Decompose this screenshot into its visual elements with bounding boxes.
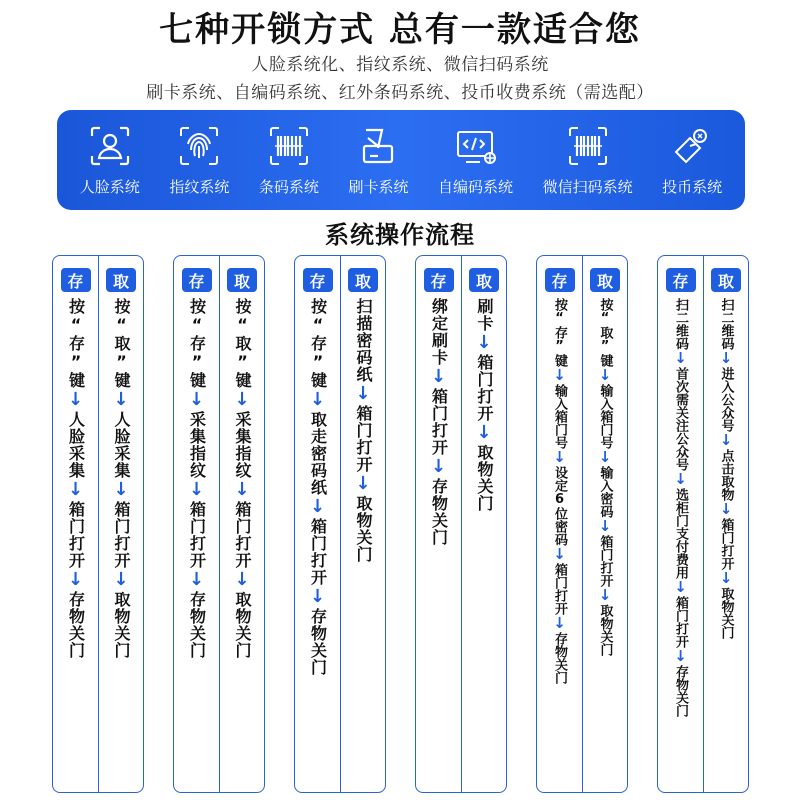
store-steps xyxy=(553,298,566,684)
flow-card-fingerprint xyxy=(173,255,265,793)
flow-step: 取物关门 xyxy=(718,587,734,639)
flow-step: 首次需关注公众号 xyxy=(673,367,688,471)
flow-arrow: ↓ xyxy=(309,389,326,410)
flow-arrow: ↓ xyxy=(553,545,566,563)
flow-arrow: ↓ xyxy=(67,389,84,410)
system-label: 微信扫码系统 xyxy=(542,177,633,196)
flow-arrow: ↓ xyxy=(309,586,326,607)
flow-card-code xyxy=(536,255,628,793)
flow-step: 箱门打开 xyxy=(66,501,86,569)
take-steps xyxy=(599,298,612,656)
flow-step: 选柜门支付费用 xyxy=(673,488,688,579)
flow-arrow: ↓ xyxy=(309,496,326,517)
flow-step: 刷卡 xyxy=(475,298,494,332)
take-column xyxy=(703,256,748,792)
store-badge: 存 xyxy=(182,268,212,292)
take-column xyxy=(582,256,627,792)
store-steps xyxy=(189,298,205,659)
take-steps xyxy=(476,298,492,512)
flow-step: 按“存”键 xyxy=(552,298,567,367)
flow-arrow: ↓ xyxy=(430,366,447,387)
take-badge: 取 xyxy=(711,268,741,292)
flow-step: 存物关门 xyxy=(187,591,207,659)
flow-arrow: ↓ xyxy=(674,578,687,596)
flow-arrow: ↓ xyxy=(430,456,447,477)
flow-step: 按“取”键 xyxy=(112,298,131,389)
take-badge: 取 xyxy=(106,268,136,292)
flow-arrow: ↓ xyxy=(113,389,129,410)
store-badge: 存 xyxy=(666,268,696,292)
flow-step: 存物关门 xyxy=(429,478,449,546)
flow-arrow: ↓ xyxy=(355,473,371,494)
store-badge: 存 xyxy=(424,268,454,292)
flow-arrow: ↓ xyxy=(113,569,129,590)
flow-step: 按“存”键 xyxy=(308,298,328,389)
flow-step: 取走密码纸 xyxy=(308,411,328,496)
flow-step: 箱门打开 xyxy=(308,518,328,586)
flow-arrow: ↓ xyxy=(719,431,733,449)
flow-arrow: ↓ xyxy=(719,349,733,367)
flow-step: 人脸采集 xyxy=(66,411,86,479)
store-steps xyxy=(674,298,687,717)
flow-step: 输入箱门号 xyxy=(597,384,613,449)
store-column xyxy=(416,256,461,792)
take-steps xyxy=(355,298,371,563)
flow-step: 取物关门 xyxy=(112,591,131,659)
flow-arrow: ↓ xyxy=(476,422,492,443)
subtitle-line2: 刷卡系统、自编码系统、红外条码系统、投币收费系统（需选配） xyxy=(146,83,654,103)
system-label: 人脸系统 xyxy=(79,177,140,196)
flow-arrow: ↓ xyxy=(553,448,566,466)
take-steps xyxy=(113,298,129,659)
subtitle-line1: 人脸系统化、指纹系统、微信扫码系统 xyxy=(251,55,549,75)
take-column xyxy=(340,256,385,792)
systems-banner xyxy=(57,110,745,210)
flow-step: 存物关门 xyxy=(552,632,567,684)
flow-step: 设定6位密码 xyxy=(552,466,567,546)
flow-step: 箱门打开 xyxy=(429,388,449,456)
flow-step: 采集指纹 xyxy=(233,411,252,479)
take-steps xyxy=(234,298,250,659)
flow-step: 人脸采集 xyxy=(112,411,131,479)
store-badge: 存 xyxy=(61,268,91,292)
take-steps xyxy=(720,298,733,639)
store-badge: 存 xyxy=(303,268,333,292)
flow-step: 点击取物 xyxy=(718,449,734,501)
take-column xyxy=(219,256,264,792)
flow-step: 箱门打开 xyxy=(354,405,373,473)
flow-arrow: ↓ xyxy=(598,517,612,535)
store-column xyxy=(53,256,98,792)
flow-step: 箱门打开 xyxy=(597,535,613,587)
flow-step: 存物关门 xyxy=(66,591,86,659)
barcode-icon xyxy=(267,124,311,168)
system-coin xyxy=(662,124,722,197)
flow-title: 系统操作流程 xyxy=(325,221,475,249)
take-badge: 取 xyxy=(590,268,620,292)
system-label: 自编码系统 xyxy=(438,177,514,196)
flow-arrow: ↓ xyxy=(553,366,566,384)
flow-step: 箱门打开 xyxy=(233,501,252,569)
flow-arrow: ↓ xyxy=(113,479,129,500)
system-label: 投币系统 xyxy=(662,177,723,196)
flow-arrow: ↓ xyxy=(719,500,733,518)
store-column xyxy=(658,256,703,792)
system-card xyxy=(348,124,408,197)
store-column xyxy=(295,256,340,792)
flow-step: 箱门打开 xyxy=(673,596,688,648)
flow-arrow: ↓ xyxy=(355,383,371,404)
flow-step: 取物关门 xyxy=(475,444,494,512)
system-label: 条码系统 xyxy=(258,177,319,196)
face-icon xyxy=(88,124,132,168)
flow-step: 输入密码 xyxy=(597,466,613,518)
flow-step: 扫二维码 xyxy=(673,298,688,350)
take-badge: 取 xyxy=(469,268,499,292)
system-barcode xyxy=(259,124,319,197)
flow-step: 取物关门 xyxy=(354,495,373,563)
flow-arrow: ↓ xyxy=(598,586,612,604)
flow-card-face xyxy=(52,255,144,793)
flow-step: 按“取”键 xyxy=(233,298,252,389)
flow-step: 绑定刷卡 xyxy=(429,298,449,366)
system-label: 指纹系统 xyxy=(169,177,230,196)
store-steps xyxy=(68,298,84,659)
flow-arrow: ↓ xyxy=(234,389,250,410)
flow-arrow: ↓ xyxy=(234,569,250,590)
flow-step: 存物关门 xyxy=(673,665,688,717)
store-badge: 存 xyxy=(545,268,575,292)
flow-arrow: ↓ xyxy=(674,647,687,665)
flow-step: 按“存”键 xyxy=(187,298,207,389)
page-title: 七种开锁方式 总有一款适合您 xyxy=(159,10,641,50)
flow-arrow: ↓ xyxy=(674,470,687,488)
store-column xyxy=(537,256,582,792)
flow-arrow: ↓ xyxy=(719,569,733,587)
flow-step: 取物关门 xyxy=(233,591,252,659)
flow-step: 箱门打开 xyxy=(475,354,494,422)
flow-step: 输入箱门号 xyxy=(552,384,567,449)
system-fingerprint xyxy=(169,124,229,197)
code-screen-icon xyxy=(454,124,498,168)
take-column xyxy=(98,256,143,792)
flow-step: 箱门打开 xyxy=(187,501,207,569)
flow-arrow: ↓ xyxy=(674,349,687,367)
flow-step: 扫描密码纸 xyxy=(354,298,373,383)
flow-card-barcode xyxy=(294,255,386,793)
flow-arrow: ↓ xyxy=(67,569,84,590)
flow-step: 存物关门 xyxy=(308,608,328,676)
qr-scan-icon xyxy=(566,124,610,168)
system-label: 刷卡系统 xyxy=(348,177,409,196)
store-steps xyxy=(310,298,326,676)
flow-arrow: ↓ xyxy=(553,614,566,632)
flow-card-wechat xyxy=(657,255,749,793)
flow-step: 箱门打开 xyxy=(112,501,131,569)
flow-arrow: ↓ xyxy=(188,389,205,410)
flow-arrow: ↓ xyxy=(188,479,205,500)
flow-card-swipe xyxy=(415,255,507,793)
store-column xyxy=(174,256,219,792)
flow-step: 按“取”键 xyxy=(597,298,613,367)
flow-arrow: ↓ xyxy=(476,332,492,353)
take-column xyxy=(461,256,506,792)
system-wechat-qr xyxy=(543,124,633,197)
flow-arrow: ↓ xyxy=(598,448,612,466)
store-steps xyxy=(431,298,447,546)
flow-arrow: ↓ xyxy=(188,569,205,590)
coin-icon xyxy=(670,124,714,168)
flow-step: 箱门打开 xyxy=(718,518,734,570)
flow-arrow: ↓ xyxy=(598,366,612,384)
fingerprint-icon xyxy=(177,124,221,168)
system-code xyxy=(438,124,513,197)
flow-step: 扫二维码 xyxy=(718,298,734,350)
flow-arrow: ↓ xyxy=(234,479,250,500)
take-badge: 取 xyxy=(348,268,378,292)
flow-step: 按“存”键 xyxy=(66,298,86,389)
flow-arrow: ↓ xyxy=(67,479,84,500)
flow-step: 箱门打开 xyxy=(552,563,567,615)
flow-step: 采集指纹 xyxy=(187,411,207,479)
flow-step: 进入公众号 xyxy=(718,367,734,432)
take-badge: 取 xyxy=(227,268,257,292)
system-face xyxy=(80,124,140,197)
flow-step: 取物关门 xyxy=(597,604,613,656)
card-swipe-icon xyxy=(356,124,400,168)
